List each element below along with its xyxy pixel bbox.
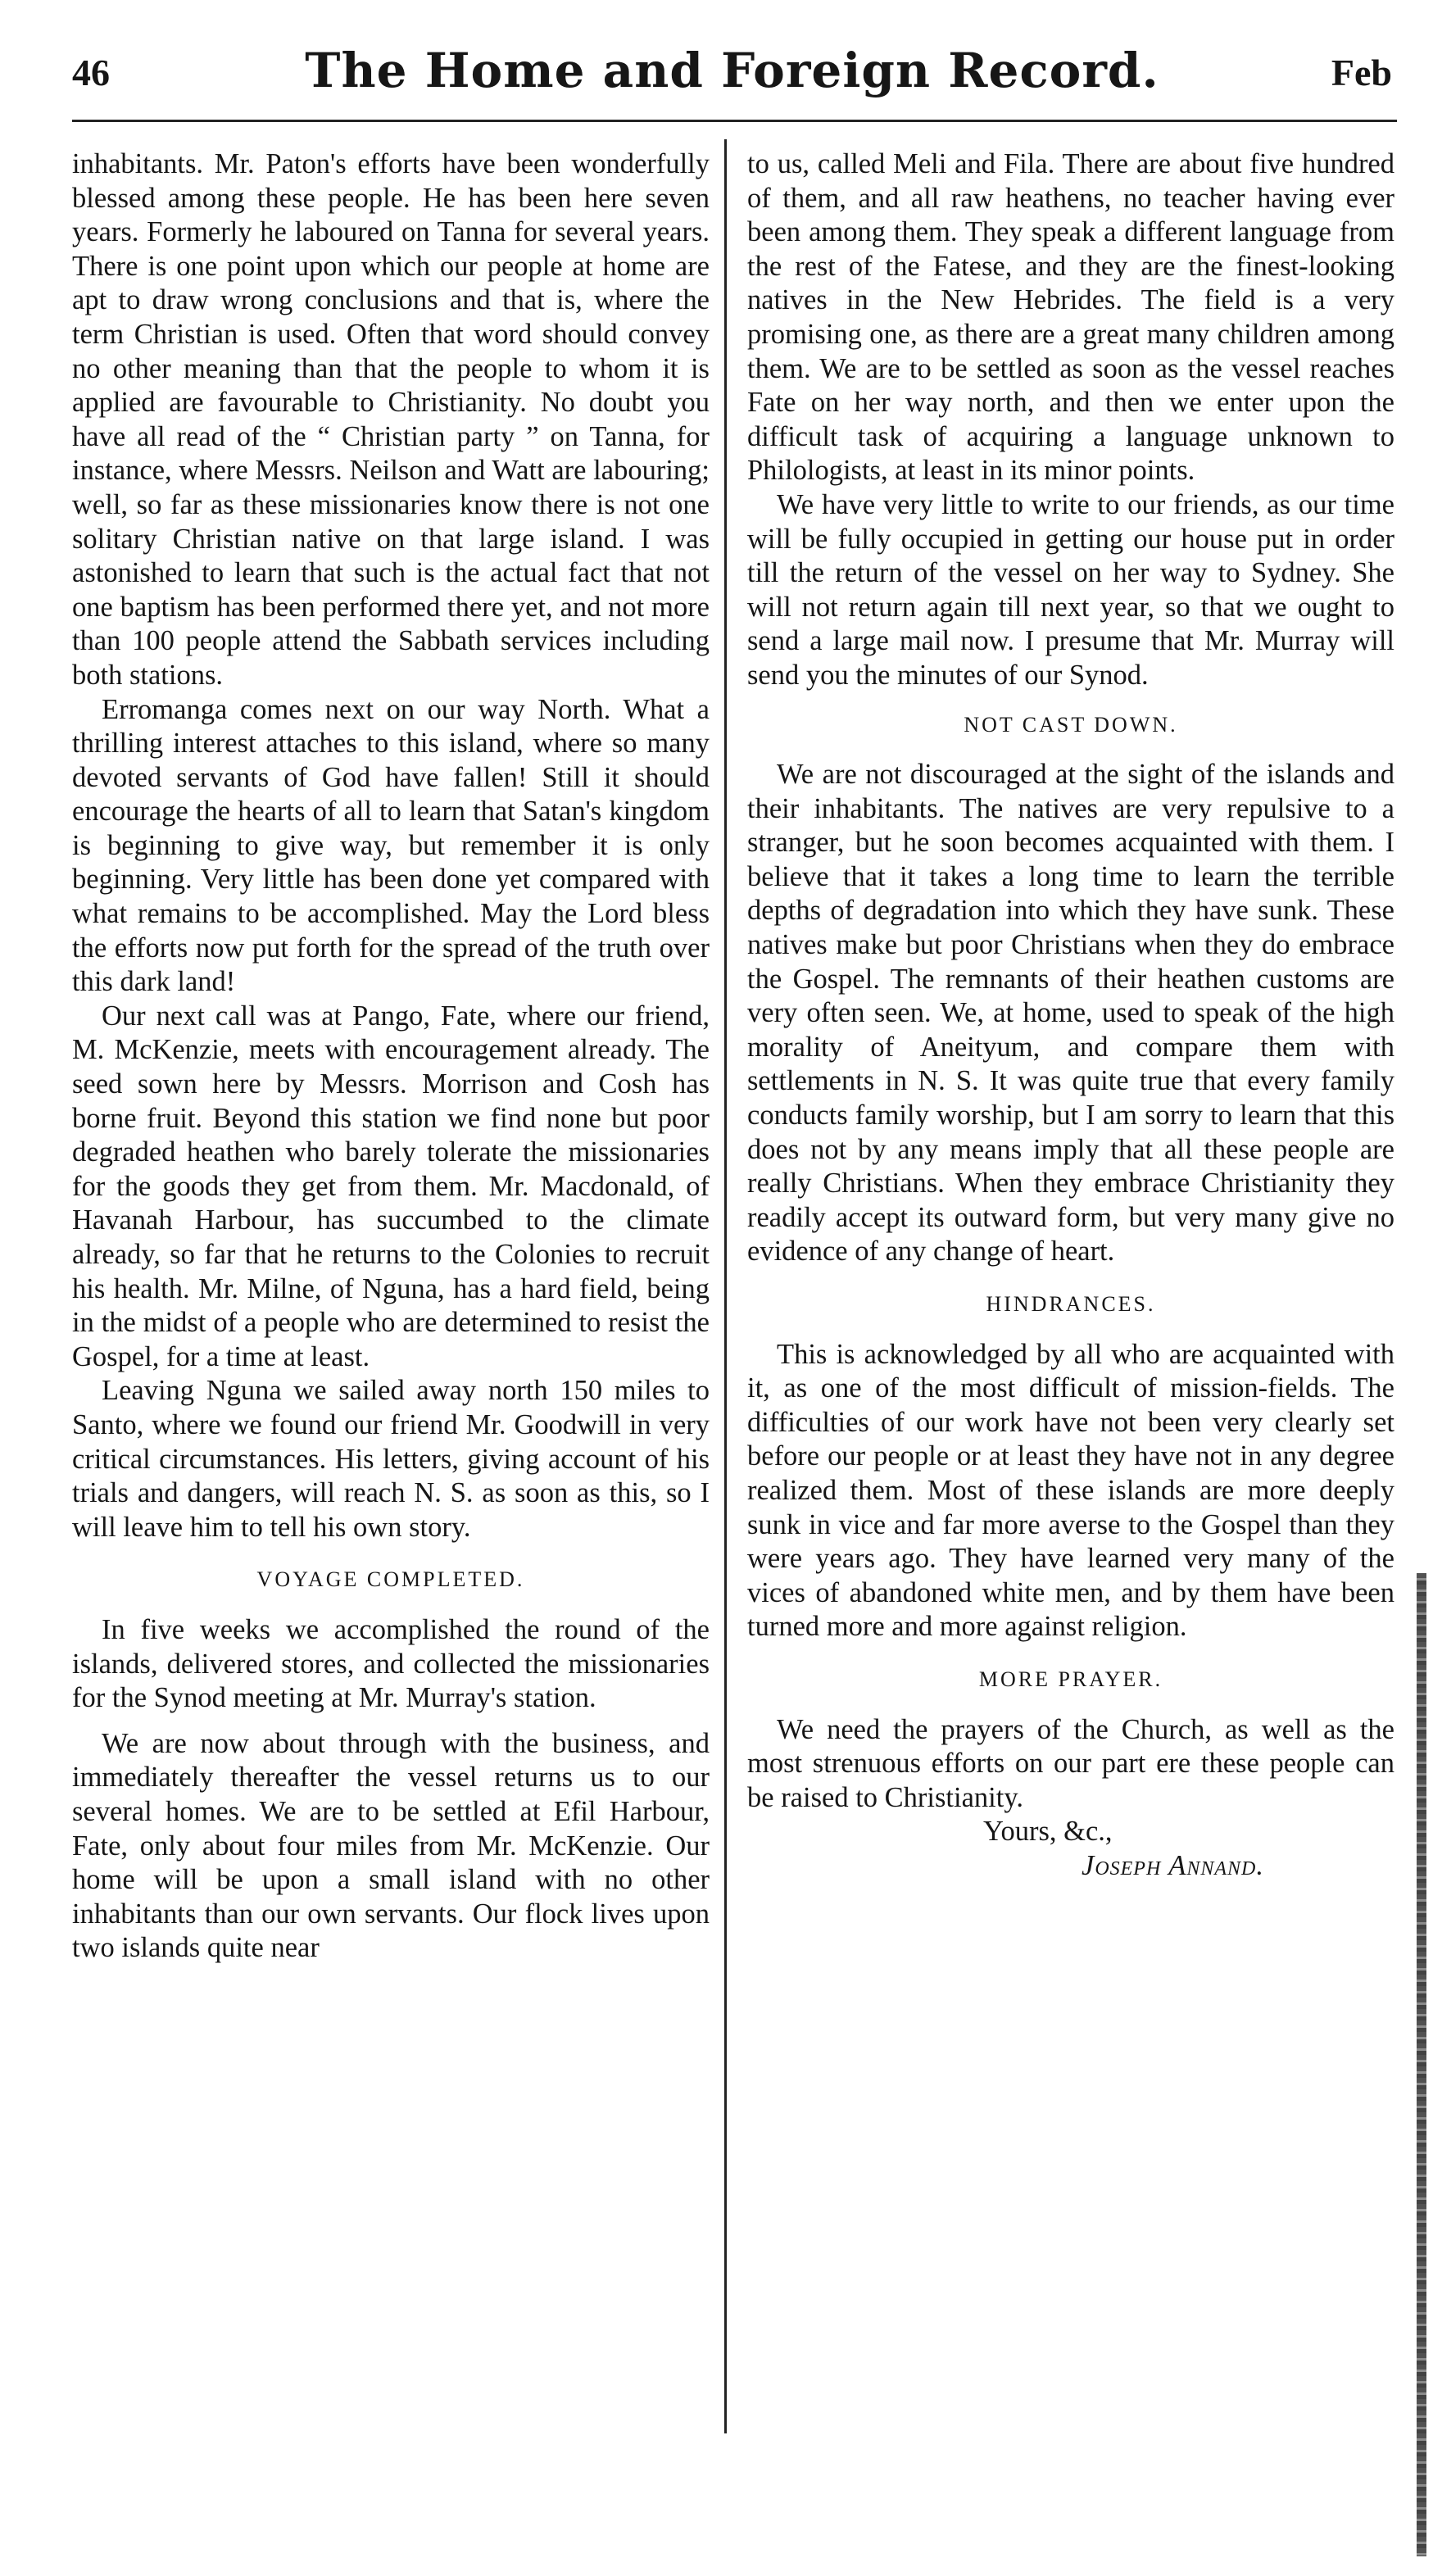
left-paragraph-1: inhabitants. Mr. Paton's efforts have been wonderfully blessed among these people. He has been here seven years. Formerly he laboured on Tanna for several years. There is one point upon which our people at home are apt to draw wrong conclusions and that is, where the term Christian is used. Often that word should convey no other meaning than that the people to whom it is applied are favourable to Christianity. No doubt you have all read of the “ Christian party ” on Tanna, for instance, where Messrs. Neilson and Watt are labouring; well, so far as these missionaries know there is not one solitary Christian native on that large island. I was astonished to learn that such is the actual fact that not one baptism has been performed there yet, and not more than 100 people attend the Sabbath services including both stations. (72, 148, 710, 691)
right-paragraph-3: We are not discouraged at the sight of the islands and their inhabitants. The natives are very repulsive to a stranger, but he soon becomes acquainted with them. I believe that it takes a long time to learn the terrible depths of degradation into which they have sunk. These natives make but poor Christians when they do embrace the Gospel. The remnants of their heathen customs are very often seen. We, at home, used to speak of the high morality of Aneityum, and compare them with settlements in N. S. It was quite true that every family conducts family worship, but I am sorry to learn that this does not by any means imply that all these people are really Christians. When they embrace Christianity they readily accept its outward form, but very many give no evidence of any change of heart. (747, 759, 1394, 1268)
right-paragraph-5: We need the prayers of the Church, as well as the most strenuous efforts on our part ere these people can be raised to Christianity. (747, 1713, 1394, 1813)
section-heading-not-cast-down: NOT CAST DOWN. (964, 712, 1178, 737)
right-column (747, 147, 1394, 1884)
right-paragraph-4: This is acknowledged by all who are acquainted with it, as one of the most difficult of mission-fields. The difficulties of our work have not been very clearly set before our people or at least they have not in any degree realized them. Most of these islands are more deeply sunk in vice and far more averse to the Gospel than they were years ago. They have learned very many of the vices of abandoned white men, and by them have been turned more and more against religion. (747, 1338, 1394, 1643)
section-heading-more-prayer: MORE PRAYER. (978, 1667, 1163, 1691)
header-month: Feb (1331, 52, 1392, 93)
section-heading-voyage-completed: VOYAGE COMPLETED. (256, 1567, 525, 1592)
right-paragraph-2: We have very little to write to our friends, as our time will be fully occupied in getting our house put in order till the return of the vessel on her way to Sydney. She will not return again till next year, so that we ought to send a large mail now. I presume that Mr. Murray will send you the minutes of our Synod. (747, 488, 1394, 691)
left-column (72, 147, 710, 1966)
left-paragraph-3: Our next call was at Pango, Fate, where our friend, M. McKenzie, meets with encouragement already. The seed sown here by Messrs. Morrison and Cosh has borne fruit. Beyond this station we find none but poor degraded heathen who barely tolerate the missionaries for the goods they get from them. Mr. Macdonald, of Havanah Harbour, has succumbed to the climate already, so far that he returns to the Colonies to recruit his health. Mr. Milne, of Nguna, has a hard field, being in the midst of a people who are determined to resist the Gospel, for a time at least. (72, 1000, 710, 1372)
left-paragraph-5: In five weeks we accomplished the round of the islands, delivered stores, and collected the missionaries for the Synod meeting at Mr. Murray's station. (72, 1613, 710, 1714)
page-header (72, 43, 1392, 116)
left-paragraph-6: We are now about through with the business, and immediately thereafter the vessel returns us to our several homes. We are to be settled at Efil Harbour, Fate, only about four miles from Mr. McKenzie. Our home will be upon a small island with no other inhabitants than our own servants. Our flock lives upon two islands quite near (72, 1727, 710, 1964)
section-heading-hindrances: HINDRANCES. (986, 1292, 1156, 1316)
letter-signoff (747, 1815, 1394, 1883)
column-divider (724, 139, 727, 2433)
page-number: 46 (72, 52, 110, 93)
signature: Joseph Annand. (1082, 1849, 1265, 1881)
header-rule (72, 120, 1397, 122)
left-paragraph-4: Leaving Nguna we sailed away north 150 miles to Santo, where we found our friend Mr. Goodwill in very critical circumstances. His letters, giving account of his trials and dangers, will reach N. S. as soon as this, so I will leave him to tell his own story. (72, 1375, 710, 1543)
scanned-page-edge (1417, 1573, 1426, 2556)
closing-salutation: Yours, &c., (983, 1816, 1113, 1848)
journal-title: The Home and Foreign Record. (305, 43, 1159, 98)
left-paragraph-2: Erromanga comes next on our way North. What a thrilling interest attaches to this island, where so many devoted servants of God have fallen! Still it should encourage the hearts of all to learn that Satan's kingdom is beginning to give way, but remember it is only beginning. Very little has been done yet compared with what remains to be accomplished. May the Lord bless the efforts now put forth for the spread of the truth over this dark land! (72, 693, 710, 998)
right-paragraph-1: to us, called Meli and Fila. There are about five hundred of them, and all raw heathens, no teacher having ever been among them. They speak a different language from the rest of the Fatese, and they are the finest-looking natives in the New Hebrides. The field is a very promising one, as there are a great many children among them. We are to be settled as soon as the vessel reaches Fate on her way north, and then we enter upon the difficult task of acquiring a language unknown to Philologists, at least in its minor points. (747, 148, 1394, 487)
